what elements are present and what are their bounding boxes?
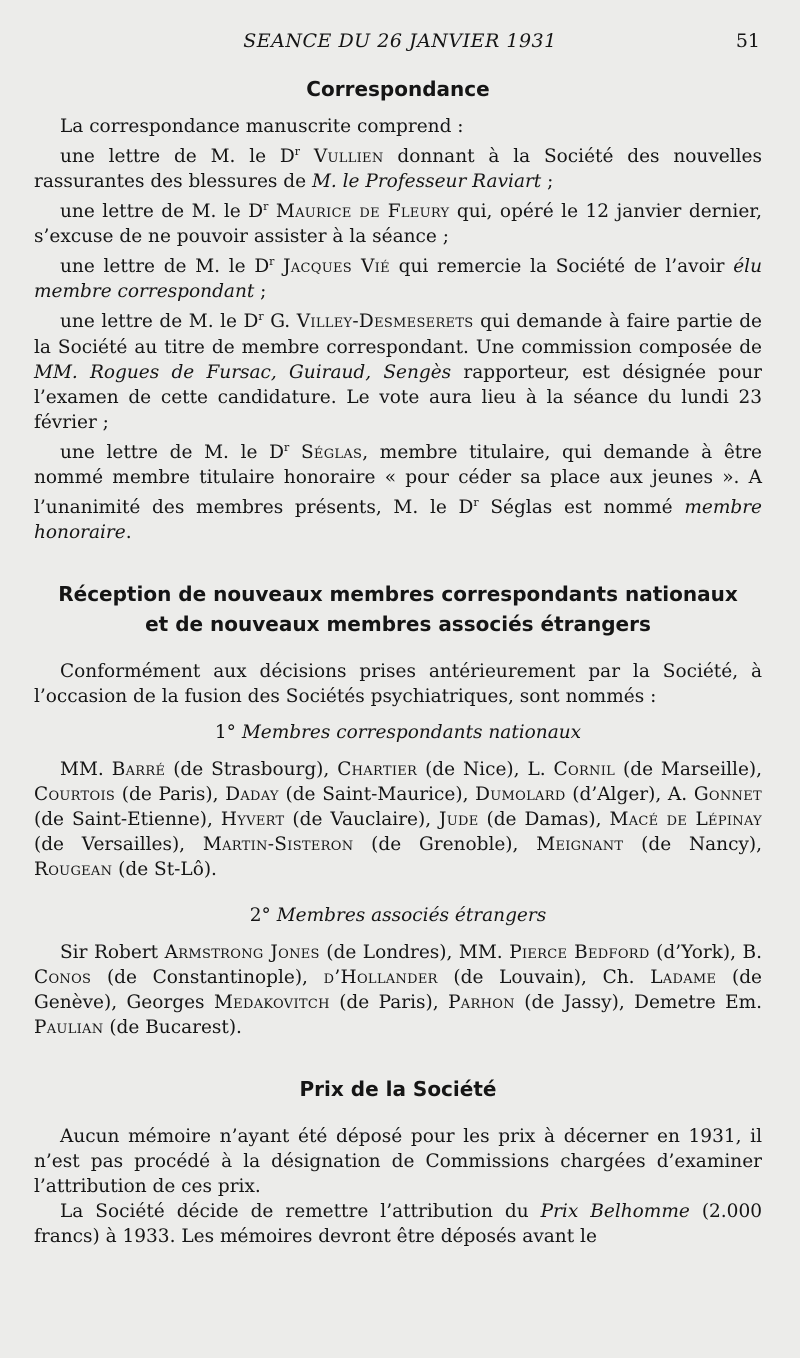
member-name: d’Hollander: [323, 966, 438, 988]
page-number: 51: [735, 30, 760, 52]
member-name: Chartier: [337, 758, 418, 780]
author-name: Maurice de Fleury: [275, 201, 450, 223]
member-name: Hyvert: [220, 808, 285, 830]
member-entry: Chartier (de Nice),: [337, 758, 528, 780]
member-name: Jude: [439, 808, 479, 830]
member-name: Ladame: [650, 966, 717, 988]
member-entry: Dumolard (d’Alger),: [475, 783, 668, 805]
author-name: Vullien: [313, 146, 384, 168]
member-name: Macé de Lépinay: [609, 808, 763, 830]
running-title: SEANCE DU 26 JANVIER 1931: [243, 30, 557, 52]
member-entry: Rougean (de St-Lô).: [34, 858, 217, 880]
author-name: Séglas: [300, 441, 363, 463]
subheading-nationaux: 1° Membres correspondants nationaux: [214, 721, 582, 743]
letter-vie: une lettre de M. le $D^r$ Jacques Vié qui remercie la Société de l’avoir élu membre correspondant ;: [34, 255, 762, 303]
member-entry: L. Cornil (de Marseille),: [527, 758, 762, 780]
member-entry: Georges Medakovitch (de Paris),: [126, 991, 449, 1013]
members-list-etrangers: [34, 940, 762, 1040]
section-heading-correspondance: Correspondance: [306, 77, 490, 101]
letter-fleury: une lettre de M. le $D^r$ Maurice de Fleury qui, opéré le 12 janvier dernier, s’excuse de ne pouvoir assister à la séance ;: [34, 200, 762, 248]
member-entry: d’Hollander (de Louvain),: [323, 966, 603, 988]
member-entry: Parhon (de Jassy),: [448, 991, 635, 1013]
member-name: Gonnet: [693, 783, 762, 805]
author-name: Jacques Vié: [283, 256, 390, 278]
reception-intro: Conformément aux décisions prises antérieurement par la Société, à l’occasion de la fusion des Sociétés psychiatriques, sont nommés :: [34, 660, 762, 707]
member-entry: Meignant (de Nancy),: [536, 833, 762, 855]
member-name: Daday: [225, 783, 279, 805]
member-entry: MM. Pierce Bedford (d’York),: [458, 941, 743, 963]
correspondance-intro: La correspondance manuscrite comprend :: [60, 116, 464, 137]
member-entry: Courtois (de Paris),: [34, 783, 226, 805]
member-name: Armstrong Jones: [164, 941, 320, 963]
member-name: Martin-Sisteron: [202, 833, 354, 855]
prix-paragraph-2: La Société décide de remettre l’attribution du Prix Belhomme (2.000 francs) à 1933. Les mémoires devront être déposés avant le: [34, 1200, 762, 1247]
member-entry: Hyvert (de Vauclaire),: [220, 808, 440, 830]
member-entry: Macé de Lépinay (de Versailles),: [34, 808, 763, 855]
member-name: Medakovitch: [213, 991, 330, 1013]
section-heading-reception: Réception de nouveaux membres correspondants nationaux et de nouveaux membres associés étrangers: [58, 581, 738, 636]
member-entry: Demetre Em. Paulian (de Bucarest).: [34, 991, 762, 1038]
member-entry: Sir Robert Armstrong Jones (de Londres),: [60, 941, 459, 963]
member-entry: Martin-Sisteron (de Grenoble),: [202, 833, 537, 855]
member-name: Meignant: [536, 833, 624, 855]
member-name: Cornil: [553, 758, 616, 780]
letter-seglas: une lettre de M. le $D^r$ Séglas, membre titulaire, qui demande à être nommé membre titulaire honoraire « pour céder sa place aux jeunes ». A l’unanimité des membres présents, M. le $D^r$ Séglas est nommé membre honoraire.: [34, 440, 762, 543]
section-heading-prix: Prix de la Société: [299, 1076, 497, 1101]
member-entry: Ch. Ladame (de Genève),: [34, 966, 762, 1013]
member-entry: MM. Barré (de Strasbourg),: [60, 758, 338, 780]
member-name: Courtois: [34, 783, 116, 805]
member-entry: B. Conos (de Constantinople),: [34, 941, 762, 988]
member-name: Pierce Bedford: [509, 941, 650, 963]
prix-paragraph-1: Aucun mémoire n’ayant été déposé pour les prix à décerner en 1931, il n’est pas procédé à la désignation de Commissions chargées d’examiner l’attribution de ces prix.: [34, 1125, 762, 1197]
member-name: Conos: [34, 966, 92, 988]
letter-villey-desmeserets: une lettre de M. le $D^r$ G. Villey-Desmeserets qui demande à faire partie de la Société au titre de membre correspondant. Une commission composée de MM. Rogues de Fursac, Guiraud, Sengès rapporteur, est désignée pour l’examen de cette candidature. Le vote aura lieu à la séance du lundi 23 février ;: [34, 310, 762, 433]
members-list-nationaux: [34, 757, 762, 882]
running-header: [0, 30, 800, 58]
page-body: [34, 74, 762, 1249]
member-name: Rougean: [34, 858, 113, 880]
member-name: Dumolard: [475, 783, 566, 805]
member-entry: Jude (de Damas),: [439, 808, 610, 830]
letter-vullien: une lettre de M. le $D^r$ Vullien donnant à la Société des nouvelles rassurantes des blessures de M. le Professeur Raviart ;: [34, 145, 762, 193]
member-entry: A. Gonnet (de Saint-Etienne),: [34, 783, 762, 830]
member-name: Paulian: [34, 1016, 104, 1038]
member-entry: Daday (de Saint-Maurice),: [225, 783, 476, 805]
member-name: Barré: [111, 758, 166, 780]
member-name: Parhon: [448, 991, 515, 1013]
subheading-etrangers: 2° Membres associés étrangers: [249, 904, 547, 926]
author-name: Villey-Desmeserets: [296, 311, 474, 333]
